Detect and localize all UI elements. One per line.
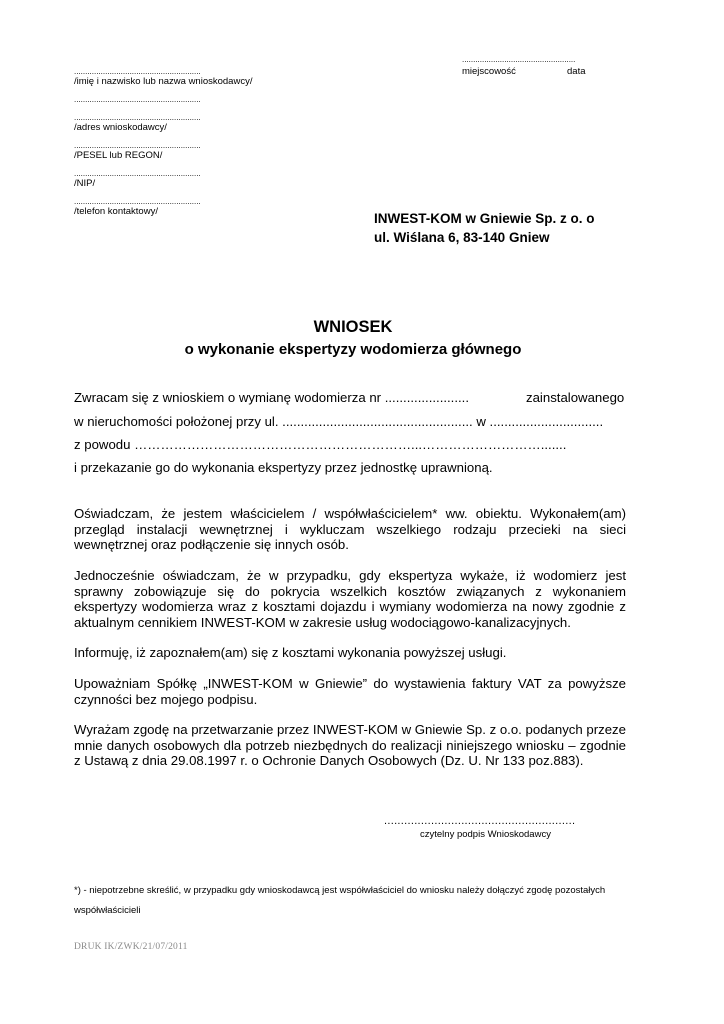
place-label: miejscowość	[462, 66, 516, 77]
ownership-statement: Oświadczam, że jestem właścicielem / współwłaścicielem* ww. obiektu. Wykonałem(am) przegląd instalacji wewnętrznej i wykluczam wszelkiego rodzaju przecieki na sieci wewnętrznej oraz podłączenie się innych osób.	[74, 506, 626, 552]
applicant-nip-dots: .........................................................	[74, 169, 201, 178]
cost-statement: Jednocześnie oświadczam, że w przypadku, gdy ekspertyza wykaże, iż wodomierz jest sprawny zobowiązuje się do pokrycia wszelkich kosztów związanych z wykonaniem ekspertyzy wodomierza wraz z kosztami dojazdu i wymiany wodomierza na nowy zgodnie z aktualnym cennikiem INWEST-KOM w zakresie usług wodociągowo-kanalizacyjnych.	[74, 568, 626, 630]
applicant-pesel-dots: .........................................................	[74, 141, 201, 150]
applicant-address-dots: .........................................................	[74, 113, 201, 122]
footnote: *) - niepotrzebne skreślić, w przypadku gdy wnioskodawcą jest współwłaściciel do wniosku należy dołączyć zgodę pozostałych współwłaścicieli	[74, 885, 606, 916]
request-line-transfer: i przekazanie go do wykonania ekspertyzy przez jednostkę uprawnioną.	[74, 460, 493, 475]
applicant-nip-label: /NIP/	[74, 178, 96, 189]
recipient-address: ul. Wiślana 6, 83-140 Gniew	[374, 230, 550, 245]
signature-label: czytelny podpis Wnioskodawcy	[420, 829, 551, 840]
document-title: WNIOSEK	[313, 318, 393, 336]
request-line-installed: zainstalowanego	[526, 390, 625, 405]
place-date-dots: ...................................................	[462, 55, 576, 64]
applicant-phone-label: /telefon kontaktowy/	[74, 206, 158, 217]
applicant-extra-dots: .........................................................	[74, 95, 201, 104]
request-line-meter: Zwracam się z wnioskiem o wymianę wodomierza nr .......................	[74, 390, 470, 405]
document-subtitle: o wykonanie ekspertyzy wodomierza głównego	[184, 341, 522, 358]
request-line-property: w nieruchomości położonej przy ul. .................................................... w ...............................	[74, 414, 604, 429]
data-consent: Wyrażam zgodę na przetwarzanie przez INWEST-KOM w Gniewie Sp. z o.o. podanych przeze mnie danych osobowych dla potrzeb niezbędnych do realizacji niniejszego wniosku – zgodnie z Ustawą z dnia 29.08.1997 r. o Ochronie Danych Osobowych (Dz. U. Nr 133 poz.883).	[74, 722, 626, 768]
cost-info-statement: Informuję, iż zapoznałem(am) się z kosztami wykonania powyższej usługi.	[74, 645, 507, 660]
applicant-phone-dots: .........................................................	[74, 197, 201, 206]
applicant-name-dots: .........................................................	[74, 67, 201, 76]
signature-dots: .........................................................	[384, 815, 576, 827]
invoice-authorization: Upoważniam Spółkę „INWEST-KOM w Gniewie” do wystawienia faktury VAT za powyższe czynności bez mojego podpisu.	[74, 676, 626, 707]
applicant-address-label: /adres wnioskodawcy/	[74, 122, 167, 133]
recipient-name: INWEST-KOM w Gniewie Sp. z o. o	[374, 211, 595, 226]
form-code: DRUK IK/ZWK/21/07/2011	[74, 942, 188, 952]
applicant-name-label: /imię i nazwisko lub nazwa wnioskodawcy/	[74, 76, 253, 87]
applicant-pesel-label: /PESEL lub REGON/	[74, 150, 163, 161]
request-line-reason: z powodu ………………………………………………………...……………………….......	[74, 437, 567, 452]
date-label: data	[567, 66, 586, 77]
